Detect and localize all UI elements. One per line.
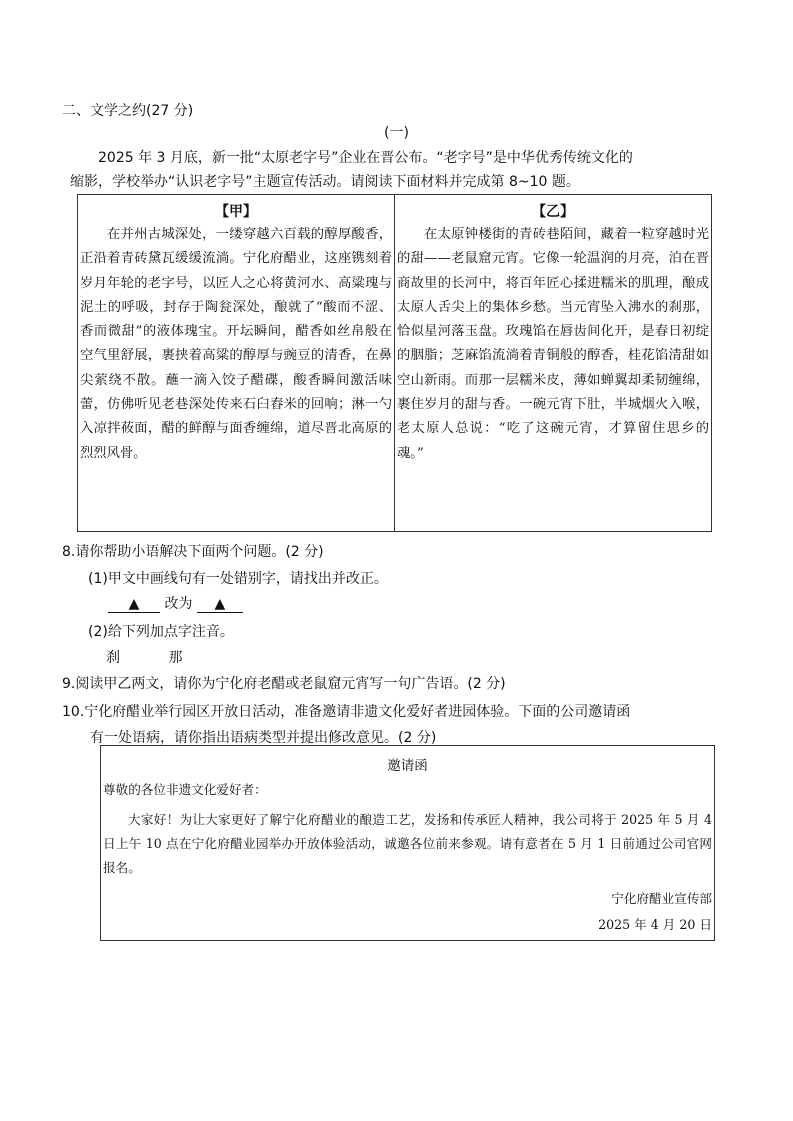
pinyin-words [106,647,226,667]
pinyin-word-1: 刹 [106,650,120,666]
change-to-label: 改为 [164,596,193,612]
material-jia-text: 在并州古城深处，一缕穿越六百载的醇厚酸香，正沿着青砖黛瓦缓缓流淌。宁化府醋业，这座镌刻着岁月年轮的老字号，以匠人之心将黄河水、高粱瑰与泥土的呼吸，封存于陶瓮深处，酿就了“酸而不涩、香而微甜”的液体瑰宝。开坛瞬间，醋香如丝帛般在空气里舒展，裹挟着高粱的醇厚与豌豆的清香，在鼻尖萦绕不散。蘸一滴入饺子醋碟，酸香瞬间激活味蕾，仿佛听见老巷深处传来石臼舂米的回响；淋一勺入凉拌莜面，醋的鲜醇与面香缠绵，道尽晋北高原的烈烈风骨。 [80,227,392,461]
question-8-answer-line [108,593,243,613]
question-10-line-1: 10.宁化府醋业举行园区开放日活动，准备邀请非遗文化爱好者进园体验。下面的公司邀请函 [62,704,631,720]
question-10-line-2: 有一处语病，请你指出语病类型并提出修改意见。(2 分) [90,730,437,746]
pinyin-word-2: 那 [168,650,183,666]
letter-title: 邀请函 [387,758,428,774]
subsection-number: (一) [384,125,409,141]
material-jia [78,195,395,532]
intro-line-1: 2025 年 3 月底，新一批“太原老字号”企业在晋公布。“老字号”是中华优秀传统文化的 [98,150,633,166]
invitation-letter [100,745,715,941]
question-10-stem [62,699,732,751]
letter-greeting: 尊敬的各位非遗文化爱好者： [103,782,267,797]
question-8-part-2: (2)给下列加点字注音。 [88,624,234,640]
material-yi-text: 在太原钟楼街的青砖巷陌间，藏着一粒穿越时光的甜——老鼠窟元宵。它像一轮温润的月亮，泊在晋商故里的长河中，将百年匠心揉进糯米的肌理，酿成太原人舌尖上的集体乡愁。当元宵坠入沸水的刹那，恰似星河落玉盘。玫瑰馅在唇齿间化开，是春日初绽的胭脂；芝麻馅流淌着青铜般的醇香，桂花馅清甜如空山新雨。而那一层糯米皮，薄如蝉翼却柔韧缠绵，裹住岁月的甜与香。一碗元宵下肚，半城烟火入喉，老太原人总说：“吃了这碗元宵，才算留住思乡的魂。” [397,227,709,461]
answer-blank-wrong-char[interactable]: ▲ [108,596,160,613]
materials-table [77,194,712,532]
material-yi-heading: 【乙】 [532,204,574,220]
question-9-stem: 9.阅读甲乙两文，请你为宁化府老醋或老鼠窟元宵写一句广告语。(2 分) [62,676,506,692]
intro-paragraph [70,146,726,194]
intro-line-2: 缩影，学校举办“认识老字号”主题宣传活动。请阅读下面材料并完成第 8~10 题。 [70,174,580,190]
material-yi [395,195,712,532]
letter-body: 大家好！为让大家更好了解宁化府醋业的酿造工艺，发扬和传承匠人精神，我公司将于 2025 年 5 月 4 日上午 10 点在宁化府醋业园举办开放体验活动，诚邀各位前来参观。请有意者在 5 月 1 日前通过公司官网报名。 [103,812,712,875]
section-title: 二、文学之约(27 分) [62,103,194,119]
letter-signer: 宁化府醋业宣传部 [611,891,712,906]
question-8-stem: 8.请你帮助小语解决下面两个问题。(2 分) [62,544,324,560]
answer-blank-correct-char[interactable]: ▲ [197,596,243,613]
question-8-part-1: (1)甲文中画线句有一处错别字，请找出并改正。 [88,571,388,587]
material-jia-heading: 【甲】 [215,204,257,220]
letter-date: 2025 年 4 月 20 日 [598,917,712,932]
letter-signature [101,886,712,938]
